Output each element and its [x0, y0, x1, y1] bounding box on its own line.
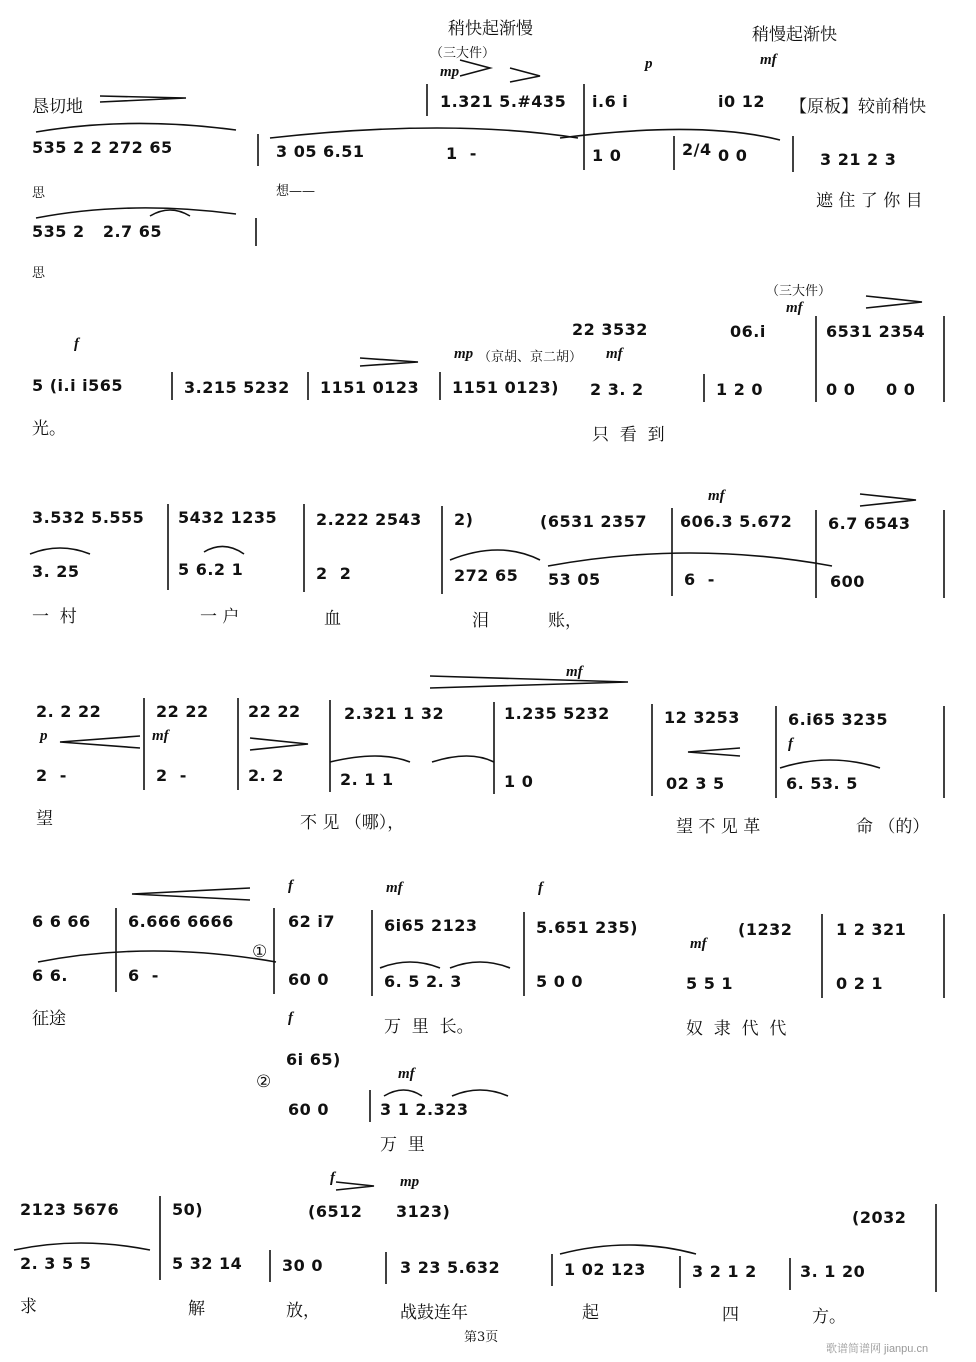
accomp-measure: 2.222 2543	[316, 510, 422, 529]
dynamic-mark: mf	[386, 880, 403, 896]
dynamic-mark: mp	[440, 64, 460, 80]
lyric: 放，	[286, 1301, 320, 1321]
alt-vocal-measure: 535 2 2.7 65	[32, 222, 162, 241]
dynamic-mark: mf	[786, 300, 803, 316]
page-number: 第3页	[464, 1330, 499, 1345]
lyric: 万 里 长。	[384, 1017, 474, 1037]
accomp-measure: 22 22	[156, 702, 209, 721]
accomp-measure: i0 12	[718, 92, 765, 111]
ending-marker: ②	[256, 1072, 272, 1092]
vocal-measure: 2 2	[316, 564, 352, 583]
dynamic-mark: mp	[454, 346, 474, 362]
dynamic-mark: mf	[398, 1066, 415, 1082]
instrument-label: （三大件）	[766, 284, 832, 299]
alt-accomp-measure: 6i 65)	[286, 1050, 341, 1069]
accomp-measure: 606.3 5.672	[680, 512, 793, 531]
alt-lyric: 万 里	[380, 1135, 425, 1155]
accomp-measure: 6.i65 3235	[788, 710, 889, 729]
vocal-measure: 2 -	[36, 766, 67, 785]
dynamic-mark: f	[538, 880, 543, 896]
lyric: 一 户	[200, 607, 240, 627]
watermark: 歌谱简谱网 jianpu.cn	[826, 1343, 929, 1355]
dynamic-mark: mf	[566, 664, 583, 680]
vocal-measure: 3 2 1 2	[692, 1262, 757, 1281]
dynamic-mark: f	[788, 736, 793, 752]
accomp-measure: 6.7 6543	[828, 514, 911, 533]
vocal-measure: 0 0	[718, 146, 748, 165]
accomp-measure: 3.532 5.555	[32, 508, 145, 527]
vocal-measure: 2 3. 2	[590, 380, 644, 399]
accomp-measure: 6531 2354	[826, 322, 926, 341]
vocal-measure: 02 3 5	[666, 774, 725, 793]
vocal-measure: 2 -	[156, 766, 187, 785]
accomp-measure: (1232	[738, 920, 793, 939]
lyric: 血	[324, 609, 341, 629]
dynamic-mark: p	[40, 728, 48, 744]
vocal-measure: 5 5 1	[686, 974, 734, 993]
accomp-measure: (6531 2357	[540, 512, 647, 531]
vocal-measure: 3 21 2 3	[820, 150, 897, 169]
alt-vocal-measure: 60 0	[288, 1100, 329, 1119]
dynamic-mark: mf	[152, 728, 169, 744]
dynamic-mark: mf	[760, 52, 777, 68]
dynamic-mark: f	[288, 1010, 293, 1026]
vocal-measure: 2. 1 1	[340, 770, 394, 789]
accomp-measure: i.6 i	[592, 92, 629, 111]
vocal-measure: 6 -	[684, 570, 715, 589]
accomp-measure: 5432 1235	[178, 508, 278, 527]
vocal-measure: 6 6.	[32, 966, 68, 985]
lyric: 命 （的）	[856, 817, 930, 837]
accomp-measure: 3123)	[396, 1202, 451, 1221]
accomp-measure: 22 22	[248, 702, 301, 721]
vocal-measure: 6. 53. 5	[786, 774, 858, 793]
dynamic-mark: f	[330, 1170, 335, 1186]
dynamic-mark: mf	[690, 936, 707, 952]
vocal-measure: 1 2 0	[716, 380, 764, 399]
vocal-measure: 1 0	[504, 772, 534, 791]
vocal-measure: 0 0	[886, 380, 916, 399]
accomp-measure: 6.666 6666	[128, 912, 234, 931]
vocal-measure: 600	[830, 572, 865, 591]
accomp-measure: 5.651 235)	[536, 918, 638, 937]
time-signature: 2/4	[682, 140, 712, 159]
alt-lyric: 思	[32, 266, 46, 281]
accomp-measure: 50)	[172, 1200, 204, 1219]
vocal-measure: 60 0	[288, 970, 329, 989]
expression-speech: 恳切地	[32, 97, 83, 117]
lyric: 光。	[32, 419, 66, 439]
dynamic-mark: p	[645, 56, 653, 72]
vocal-measure: 3. 25	[32, 562, 80, 581]
accomp-measure: 6 6 66	[32, 912, 91, 931]
accomp-measure: 12 3253	[664, 708, 740, 727]
vocal-measure: 2. 2	[248, 766, 284, 785]
accomp-measure: (2032	[852, 1208, 907, 1227]
vocal-measure: 6 -	[128, 966, 159, 985]
instrument-note: （京胡、京二胡）	[478, 350, 583, 365]
accomp-measure: 2)	[454, 510, 474, 529]
accomp-measure: 2.321 1 32	[344, 704, 445, 723]
instrument-label: （三大件）	[430, 46, 496, 61]
vocal-measure: 1 02 123	[564, 1260, 646, 1279]
accomp-measure: 62 i7	[288, 912, 335, 931]
tempo-marking-slower: 稍快起渐慢	[448, 19, 533, 39]
vocal-measure: 535 2 2 272 65	[32, 138, 173, 157]
lyric: 泪	[472, 611, 489, 631]
accomp-measure: 2123 5676	[20, 1200, 120, 1219]
lyric: 一 村	[32, 607, 77, 627]
tempo-marking-faster: 稍慢起渐快	[752, 25, 837, 45]
vocal-measure: 3. 1 20	[800, 1262, 866, 1281]
dynamic-mark: f	[288, 878, 293, 894]
vocal-measure: 53 05	[548, 570, 601, 589]
vocal-measure: 5 32 14	[172, 1254, 243, 1273]
lyric: 望	[36, 809, 53, 829]
lyric: 奴 隶 代 代	[686, 1019, 787, 1039]
accomp-measure: 1 2 321	[836, 920, 907, 939]
vocal-measure: 3 23 5.632	[400, 1258, 501, 1277]
vocal-measure: 1 0	[592, 146, 622, 165]
accomp-measure: 06.i	[730, 322, 766, 341]
lyric: 只 看 到	[592, 425, 665, 445]
lyric: 四	[722, 1305, 739, 1325]
accomp-measure: 1.235 5232	[504, 704, 610, 723]
vocal-measure: 2. 3 5 5	[20, 1254, 92, 1273]
lyric: 征途	[32, 1009, 66, 1029]
lyric: 望 不 见 革	[676, 817, 761, 837]
lyric: 账，	[548, 611, 582, 631]
accomp-measure: 6i65 2123	[384, 916, 478, 935]
accomp-measure: (6512	[308, 1202, 363, 1221]
vocal-measure: 1151 0123	[320, 378, 420, 397]
section-marking: 【原板】较前稍快	[790, 97, 926, 117]
vocal-measure: 272 65	[454, 566, 519, 585]
vocal-measure: 1151 0123)	[452, 378, 559, 397]
vocal-measure: 0 2 1	[836, 974, 884, 993]
dynamic-mark: mp	[400, 1174, 420, 1190]
lyric: 求	[20, 1297, 37, 1317]
alt-vocal-measure: 3 1 2.323	[380, 1100, 469, 1119]
vocal-measure: 1 -	[446, 144, 477, 163]
lyric: 方。	[812, 1307, 846, 1327]
accomp-measure: 2. 2 22	[36, 702, 102, 721]
lyric: 不 见 （哪），	[300, 813, 405, 833]
accomp-measure: 22 3532	[572, 320, 648, 339]
ending-marker: ①	[252, 942, 268, 962]
vocal-measure: 5 6.2 1	[178, 560, 244, 579]
dynamic-mark: mf	[708, 488, 725, 504]
lyric: 思	[32, 186, 46, 201]
vocal-measure: 6. 5 2. 3	[384, 972, 462, 991]
lyric: 起	[582, 1303, 599, 1323]
vocal-measure: 30 0	[282, 1256, 323, 1275]
vocal-measure: 3 05 6.51	[276, 142, 365, 161]
lyric: 遮 住 了 你 目	[816, 191, 923, 211]
vocal-measure: 3.215 5232	[184, 378, 290, 397]
vocal-measure: 0 0	[826, 380, 856, 399]
lyric: 想——	[276, 184, 316, 199]
lyric: 战鼓连年	[400, 1303, 468, 1323]
vocal-measure: 5 0 0	[536, 972, 584, 991]
vocal-measure: 5 (i.i i565	[32, 376, 124, 395]
dynamic-mark: f	[74, 336, 79, 352]
lyric: 解	[188, 1299, 205, 1319]
dynamic-mark: mf	[606, 346, 623, 362]
accomp-measure: 1.321 5.#435	[440, 92, 567, 111]
